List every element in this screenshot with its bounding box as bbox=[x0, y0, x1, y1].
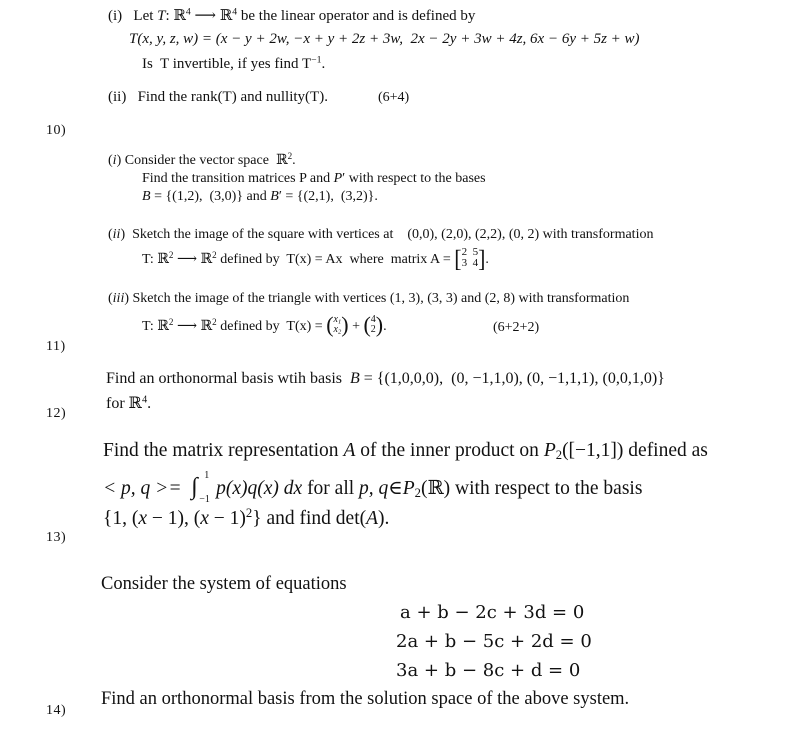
q9-part-i-map: T(x, y, z, w) = (x − y + 2w, −x + y + 2z + 3w, 2x − 2y + 3w + 4z, 6x − 6y + 5z + w) bbox=[129, 31, 640, 47]
q10-marks: (6+2+2) bbox=[493, 320, 540, 335]
question-number-14: 14) bbox=[46, 703, 67, 718]
q13-closing: Find an orthonormal basis from the solution space of the above system. bbox=[101, 689, 630, 709]
equation-3: 3a + b − 8c + d = 0 bbox=[396, 660, 581, 681]
equation-2: 2a + b − 5c + 2d = 0 bbox=[396, 631, 592, 652]
q9-marks: (6+4) bbox=[378, 90, 410, 105]
question-number-11: 11) bbox=[46, 339, 66, 354]
question-number-10: 10) bbox=[46, 123, 67, 138]
q10-part-i-line2: Find the transition matrices P and P′ with respect to the bases bbox=[142, 171, 486, 186]
q10-part-ii-line2: T: ℝ$^2$ ⟶ ℝ$^2$ defined by T(x) = Ax where matrix A = [2 5 3 4]. bbox=[142, 244, 489, 272]
q11-line1: Find an orthonormal basis wtih basis B = {(1,0,0,0), (0, −1,1,0), (0, −1,1,1), (0,0,1,0)} bbox=[106, 370, 665, 387]
q9-part-ii: (ii) Find the rank(T) and nullity(T). bbox=[108, 89, 328, 105]
question-number-13: 13) bbox=[46, 530, 67, 545]
q10-part-ii-line1: (ii) Sketch the image of the square with vertices at (0,0), (2,0), (2,2), (0, 2) with transformation bbox=[108, 227, 654, 242]
vector-x: ($x_1$ $x_2$) bbox=[326, 312, 349, 337]
q10-part-iii-line2: T: ℝ$^2$ ⟶ ℝ$^2$ defined by $T(x) = (x_1$ $x_2) + (4$ 2). bbox=[142, 312, 387, 337]
equation-1: a + b − 2c + 3d = 0 bbox=[400, 602, 585, 623]
q13-intro: Consider the system of equations bbox=[101, 574, 347, 594]
vector-translation: (4 2) bbox=[363, 312, 384, 337]
q9-part-i-line1: (i) Let T: ℝ$^4$ ⟶ ℝ$^4$ be the linear operator and is defined by bbox=[108, 6, 476, 24]
matrix-a: [2 5 3 4] bbox=[454, 244, 486, 272]
q12-line1: Find the matrix representation A of the inner product on $P_2([-1,1])$ defined as bbox=[103, 440, 708, 463]
q10-part-i-line1: (i) Consider the vector space ℝ$^2$. bbox=[108, 151, 296, 168]
q10-part-i-bases: B = {(1,2), (3,0)} and B′ = {(2,1), (3,2)}. bbox=[142, 189, 378, 204]
q12-line3: {1, (x − 1), $(x - 1)^2$} and find det(A). bbox=[103, 506, 390, 529]
q11-line2: for ℝ$^4$. bbox=[106, 394, 152, 412]
q12-line2: < p, q >= ∫ 1 −1 p(x)q(x) dx for all p, $q\in P_2(ℝ)$ with respect to the basis bbox=[103, 470, 643, 505]
q9-part-i-question: Is T invertible, if yes find $T^{-1}$. bbox=[142, 54, 326, 72]
question-number-12: 12) bbox=[46, 406, 67, 421]
q10-part-iii-line1: (iii) Sketch the image of the triangle with vertices (1, 3), (3, 3) and (2, 8) with transformation bbox=[108, 291, 630, 306]
